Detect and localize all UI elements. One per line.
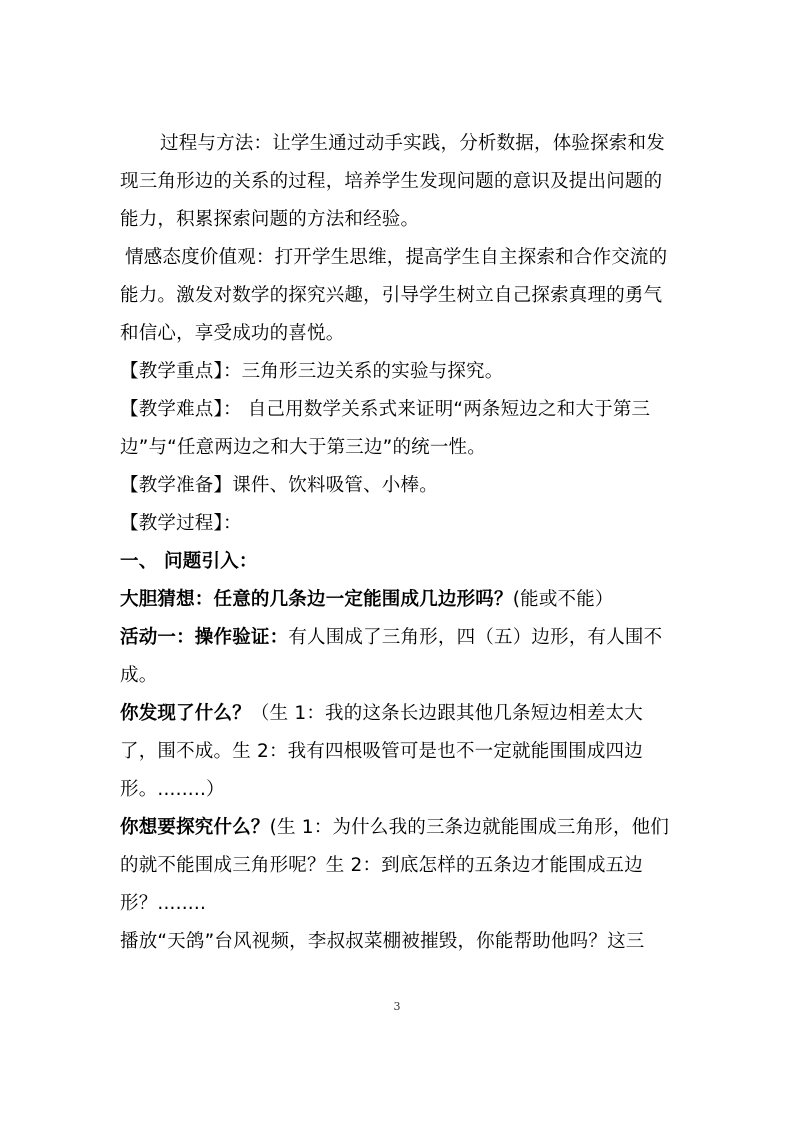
teaching-focus: 【教学重点】：三角形三边关系的实验与探究。 [120,361,504,382]
bold-lead: 你想要探究什么？ [120,817,270,838]
text-run: 有人围成了三角形，四（五）边形，有人围不 [288,627,663,648]
body-text: 能力，积累探索问题的方法和经验。 [120,209,420,230]
teaching-difficulty: 边”与“任意两边之和大于第三边”的统一性。 [120,437,486,458]
page-number: 3 [393,1000,401,1013]
body-text: 现三角形边的关系的过程，培养学生发现问题的意识及提出问题的 [120,171,663,192]
text-run: （生 1：我的这条长边跟其他几条短边相差太大 [250,703,643,724]
body-text: 的就不能围成三角形呢？生 2：到底怎样的五条边才能围成五边 [120,855,643,876]
body-text [120,816,669,840]
bold-lead: 大胆猜想：任意的几条边一定能围成几边形吗？ [120,589,513,610]
body-text: 能力。激发对数学的探究兴趣，引导学生树立自己探索真理的勇气 [120,285,663,306]
section-heading: 一、 问题引入： [120,551,258,572]
body-text: 播放“天鸽”台风视频，李叔叔菜棚被摧毁，你能帮助他吗？这三 [120,931,645,952]
body-text [120,626,662,650]
body-text [120,588,614,612]
body-text: 过程与方法：让学生通过动手实践，分析数据，体验探索和发 [160,133,665,154]
bold-lead: 你发现了什么？ [120,703,251,724]
body-text: 形？........ [120,893,207,914]
teaching-difficulty: 【教学难点】： 自己用数学关系式来证明“两条短边之和大于第三 [120,399,651,420]
teaching-preparation: 【教学准备】课件、饮料吸管、小棒。 [120,475,438,496]
body-text: 情感态度价值观：打开学生思维，提高学生自主探索和合作交流的 [125,247,668,268]
body-text: 成。 [120,665,158,686]
body-text: 了，围不成。生 2：我有四根吸管可是也不一定就能围围成四边 [120,741,643,762]
text-run: (能或不能） [512,589,614,610]
body-text: 和信心，享受成功的喜悦。 [120,323,345,344]
body-text: 形。........） [120,779,225,800]
bold-lead: 活动一：操作验证： [120,627,289,648]
text-run: (生 1：为什么我的三条边就能围成三角形，他们 [269,817,670,838]
teaching-process: 【教学过程】： [120,513,242,534]
body-text [120,702,643,726]
